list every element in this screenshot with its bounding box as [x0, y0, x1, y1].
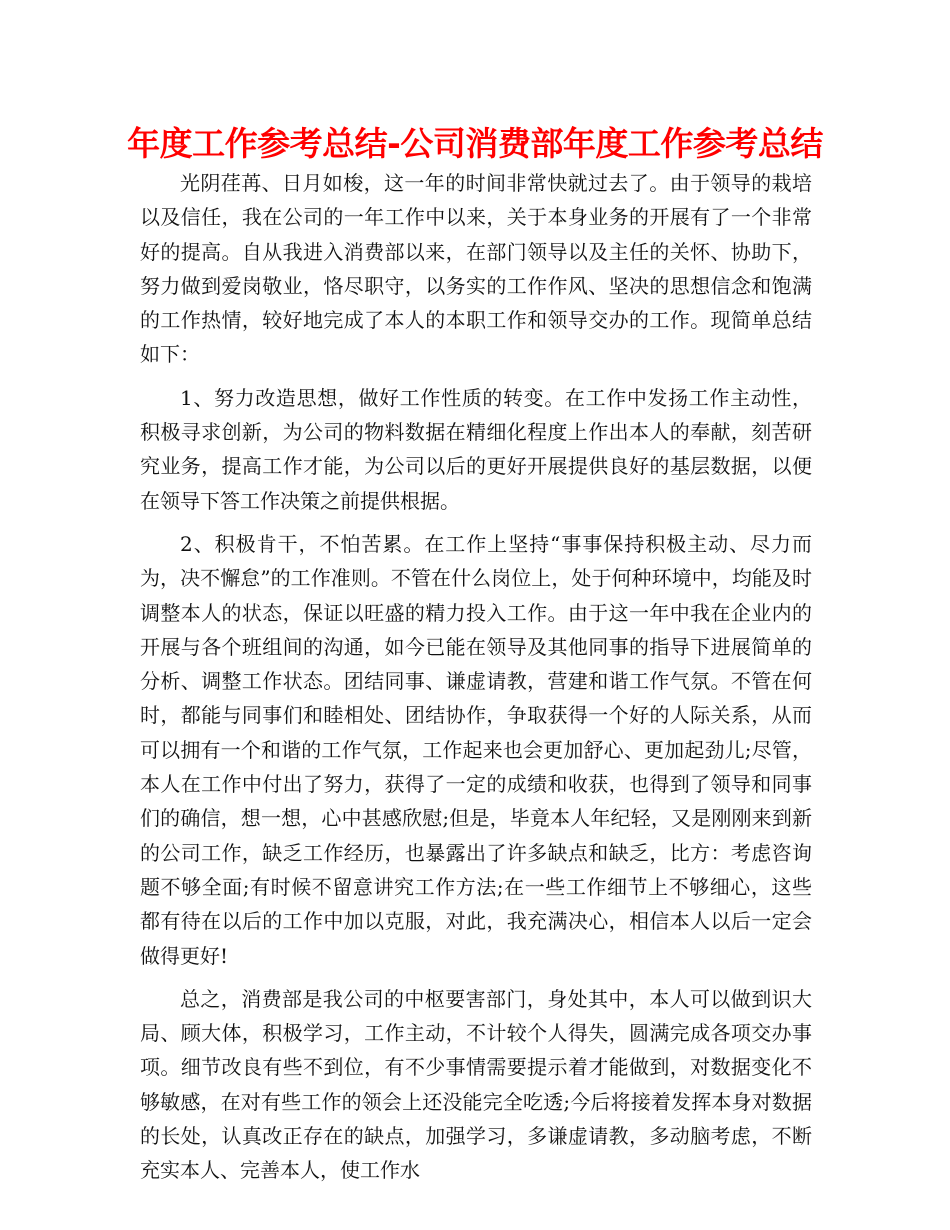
paragraph-intro: 光阴荏苒、日月如梭，这一年的时间非常快就过去了。由于领导的栽培以及信任，我在公司的一年工作中以来，关于本身业务的开展有了一个非常好的提高。自从我进入消费部以来，在部门领导以及主任的关怀、协助下，努力做到爱岗敬业，恪尽职守，以务实的工作作风、坚决的思想信念和饱满的工作热情，较好地完成了本人的本职工作和领导交办的工作。现简单总结如下：	[140, 171, 812, 367]
paragraph-point-2: 2、积极肯干，不怕苦累。在工作上坚持“事事保持积极主动、尽力而为，决不懈怠”的工作准则。不管在什么岗位上，处于何种环境中，均能及时调整本人的状态，保证以旺盛的精力投入工作。由于这一年中我在企业内的开展与各个班组间的沟通，如今已能在领导及其他同事的指导下进展简单的分析、调整工作状态。团结同事、谦虚请教，营建和谐工作气氛。不管在何时，都能与同事们和睦相处、团结协作，争取获得一个好的人际关系，从而可以拥有一个和谐的工作气氛，工作起来也会更加舒心、更加起劲儿;尽管，本人在工作中付出了努力，获得了一定的成绩和收获，也得到了领导和同事们的确信，想一想，心中甚感欣慰;但是，毕竟本人年纪轻，又是刚刚来到新的公司工作，缺乏工作经历，也暴露出了许多缺点和缺乏，比方：考虑咨询题不够全面;有时候不留意讲究工作方法;在一些工作细节上不够细心，这些都有待在以后的工作中加以克服，对此，我充满决心，相信本人以后一定会做得更好!	[140, 531, 812, 968]
document-title: 年度工作参考总结-公司消费部年度工作参考总结	[127, 124, 823, 163]
paragraph-conclusion: 总之，消费部是我公司的中枢要害部门，身处其中，本人可以做到识大局、顾大体，积极学习，工作主动，不计较个人得失，圆满完成各项交办事项。细节改良有些不到位，有不少事情需要提示着才能做到，对数据变化不够敏感，在对有些工作的领会上还没能完全吃透;今后将接着发挥本身对数据的长处，认真改正存在的缺点，加强学习，多谦虚请教，多动脑考虑，不断充实本人、完善本人，使工作水	[140, 986, 812, 1183]
document-body	[140, 166, 812, 1197]
paragraph-point-1: 1、努力改造思想，做好工作性质的转变。在工作中发扬工作主动性，积极寻求创新，为公司的物料数据在精细化程度上作出本人的奉献，刻苦研究业务，提高工作才能，为公司以后的更好开展提供良好的基层数据，以便在领导下答工作决策之前提供根据。	[140, 385, 812, 513]
